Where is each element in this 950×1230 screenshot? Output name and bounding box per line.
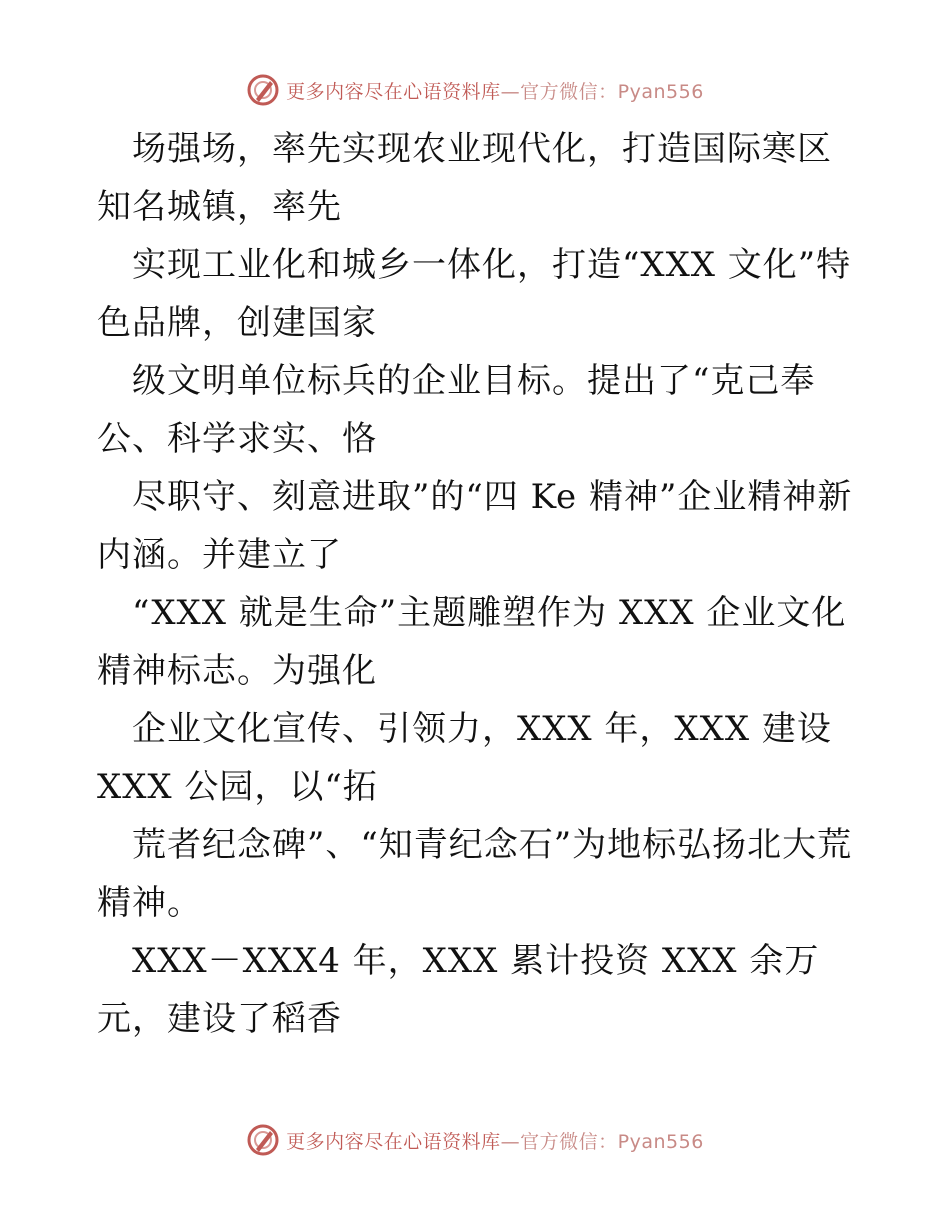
pen-logo-icon: [246, 73, 280, 107]
header-watermark: [0, 70, 950, 110]
paragraph-7: 荒者纪念碑”、“知青纪念石”为地标弘扬北大荒精神。: [97, 825, 853, 923]
paragraph-5: “XXX 就是生命”主题雕塑作为 XXX 企业文化精神标志。为强化: [97, 593, 847, 691]
watermark-text: 更多内容尽在心语资料库—官方微信：Pyan556: [286, 1130, 704, 1153]
paragraph-8: XXX－XXX4 年，XXX 累计投资 XXX 余万元，建设了稻香: [97, 941, 820, 1039]
pen-logo-icon: [246, 1123, 280, 1157]
paragraph-6: 企业文化宣传、引领力，XXX 年，XXX 建设 XXX 公园，以“拓: [97, 709, 844, 807]
footer-watermark: [0, 1120, 950, 1160]
paragraph-2: 实现工业化和城乡一体化，打造“XXX 文化”特色品牌，创建国家: [97, 245, 852, 343]
document-body: [97, 120, 857, 1048]
paragraph-3: 级文明单位标兵的企业目标。提出了“克己奉公、科学求实、恪: [97, 361, 816, 459]
paragraph-4: 尽职守、刻意进取”的“四 Ke 精神”企业精神新内涵。并建立了: [97, 477, 853, 575]
paragraph-1: 场强场，率先实现农业现代化，打造国际寒区知名城镇，率先: [97, 129, 832, 227]
watermark-text: 更多内容尽在心语资料库—官方微信：Pyan556: [286, 80, 704, 103]
